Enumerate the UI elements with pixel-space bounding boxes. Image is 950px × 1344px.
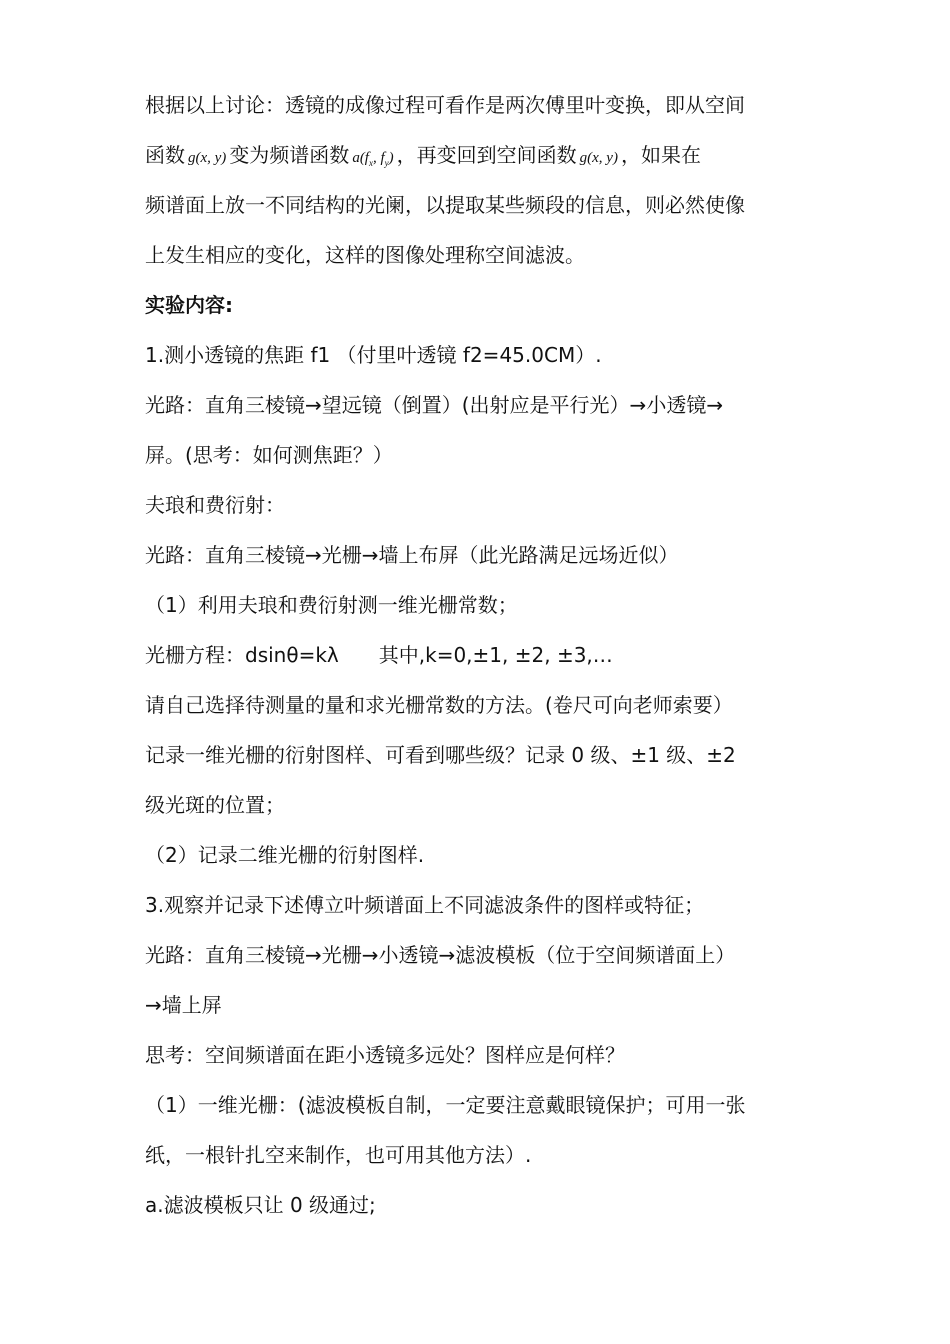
section-title: 实验内容: — [145, 293, 233, 317]
subitem-3: （1）一维光栅：(滤波模板自制，一定要注意戴眼镜保护；可用一张 — [145, 1093, 746, 1117]
math-g-function: g(x, y) — [188, 150, 227, 166]
grating-k-values: 其中,k=0,±1, ±2, ±3,… — [378, 643, 613, 667]
think-question: 思考：空间频谱面在距小透镜多远处？图样应是何样？ — [145, 1043, 625, 1067]
subitem-3-cont: 纸，一根针扎空来制作，也可用其他方法）. — [145, 1143, 532, 1167]
text-fragment: ，再变回到空间函数 — [396, 143, 577, 167]
optical-path-2: 光路：直角三棱镜→光栅→墙上布屏（此光路满足远场近似） — [145, 543, 679, 567]
optical-path-1: 光路：直角三棱镜→望远镜（倒置）(出射应是平行光）→小透镜→ — [145, 393, 724, 417]
item-1: 1.测小透镜的焦距 f1 （付里叶透镜 f2=45.0CM）. — [145, 343, 602, 367]
grating-formula: 光栅方程：dsinθ=kλ — [145, 643, 339, 667]
item-3: 3.观察并记录下述傅立叶频谱面上不同滤波条件的图样或特征； — [145, 893, 705, 917]
paragraph-line: 上发生相应的变化，这样的图像处理称空间滤波。 — [145, 243, 585, 267]
subitem-1: （1）利用夫琅和费衍射测一维光栅常数； — [145, 593, 518, 617]
subitem-2: （2）记录二维光栅的衍射图样. — [145, 843, 425, 867]
grating-equation — [145, 640, 815, 670]
text-fragment: 变为频谱函数 — [229, 143, 350, 167]
fraunhofer-heading: 夫琅和费衍射： — [145, 493, 285, 517]
text-fragment: ，如果在 — [620, 143, 701, 167]
math-a-spectrum: $a(f_x$, $f_y$) — [352, 150, 394, 168]
math-g-function: g(x, y) — [579, 150, 618, 166]
item-a: a.滤波模板只让 0 级通过; — [145, 1193, 376, 1217]
record-diffraction: 记录一维光栅的衍射图样、可看到哪些级？记录 0 级、±1 级、±2 — [145, 743, 736, 767]
paragraph-line: 根据以上讨论：透镜的成像过程可看作是两次傅里叶变换，即从空间 — [145, 93, 745, 117]
choose-method: 请自己选择待测量的量和求光栅常数的方法。(卷尺可向老师索要） — [145, 693, 733, 717]
paragraph-line: 频谱面上放一不同结构的光阑，以提取某些频段的信息，则必然使像 — [145, 193, 745, 217]
optical-path-1-cont: 屏。(思考：如何测焦距？） — [145, 443, 393, 467]
paragraph-line-with-math — [145, 140, 815, 170]
record-diffraction-cont: 级光斑的位置； — [145, 793, 285, 817]
optical-path-3-cont: →墙上屏 — [145, 993, 222, 1017]
optical-path-3: 光路：直角三棱镜→光栅→小透镜→滤波模板（位于空间频谱面上） — [145, 943, 736, 967]
text-fragment: 函数 — [145, 143, 185, 167]
